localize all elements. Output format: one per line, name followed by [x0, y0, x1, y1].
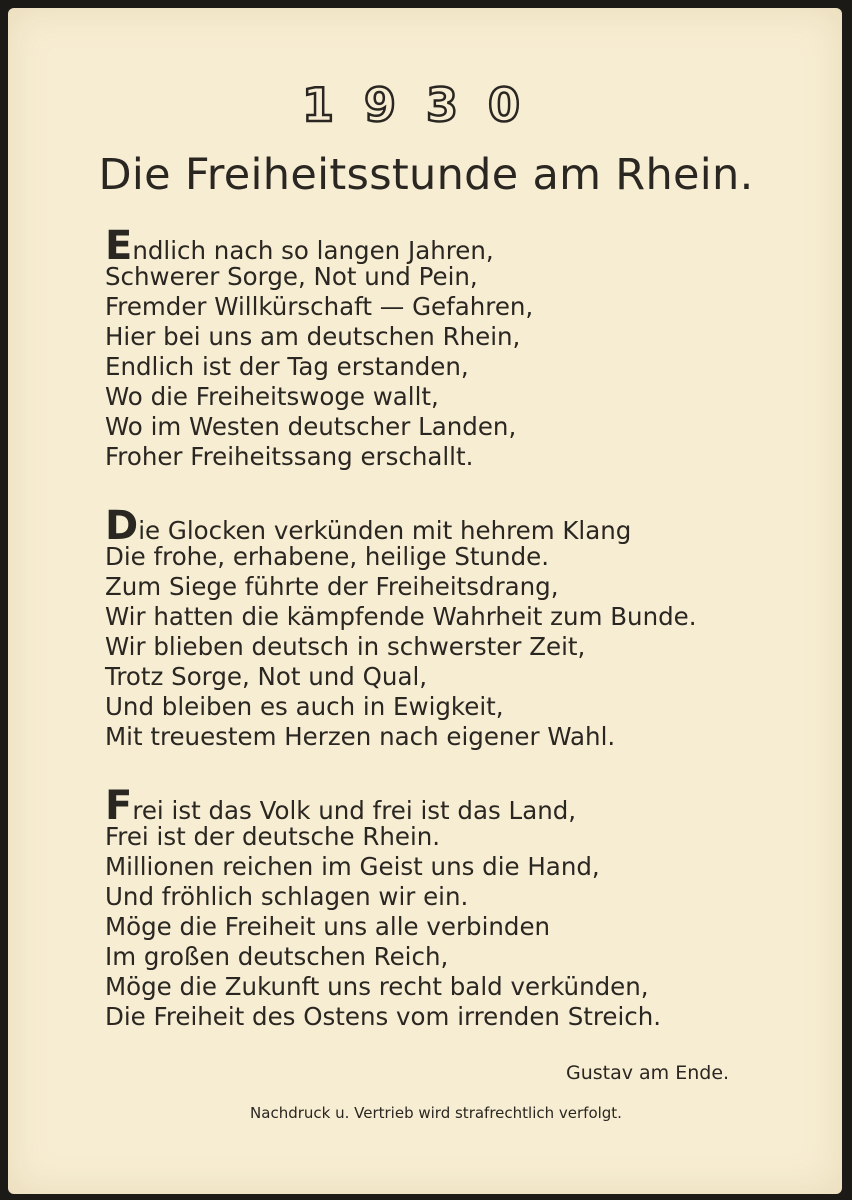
stanza-3: [105, 783, 785, 1032]
poem-line: Frei ist der deutsche Rhein.: [105, 822, 441, 851]
line-text: ndlich nach so langen Jahren,: [132, 236, 494, 265]
poem-line: Fremder Willkürschaft — Gefahren,: [105, 292, 534, 321]
poem-title: Die Freiheitsstunde am Rhein.: [98, 150, 754, 200]
poem-line: Schwerer Sorge, Not und Pein,: [105, 262, 478, 291]
poem-line: Wo im Westen deutscher Landen,: [105, 412, 517, 441]
poem-line: Endlich ist der Tag erstanden,: [105, 352, 469, 381]
poem-line: Zum Siege führte der Freiheitsdrang,: [105, 572, 559, 601]
drop-initial: E: [105, 223, 133, 269]
poem-line: Und fröhlich schlagen wir ein.: [105, 882, 469, 911]
poem-line: Millionen reichen im Geist uns die Hand,: [105, 852, 600, 881]
poem-line: Wir blieben deutsch in schwerster Zeit,: [105, 632, 586, 661]
poem-line: Mit treuestem Herzen nach eigener Wahl.: [105, 722, 616, 751]
stanza-1: [105, 223, 785, 472]
poem-line: Froher Freiheitssang erschallt.: [105, 442, 474, 471]
author-signature: Gustav am Ende.: [566, 1062, 730, 1084]
copyright-notice: Nachdruck u. Vertrieb wird strafrechtlich verfolgt.: [250, 1104, 622, 1122]
poem-line: Wo die Freiheitswoge wallt,: [105, 382, 439, 411]
poem-line: Möge die Zukunft uns recht bald verkünden,: [105, 972, 649, 1001]
poem-line: Trotz Sorge, Not und Qual,: [105, 662, 428, 691]
drop-initial: D: [105, 503, 139, 549]
poem-line: Möge die Freiheit uns alle verbinden: [105, 912, 551, 941]
poem-line: Wir hatten die kämpfende Wahrheit zum Bunde.: [105, 602, 697, 631]
stanza-2: [105, 503, 785, 752]
drop-initial: F: [105, 783, 133, 829]
year-heading: 1930: [301, 78, 551, 132]
poem-line: [105, 783, 785, 829]
poem-line: Die frohe, erhabene, heilige Stunde.: [105, 542, 549, 571]
poem-line: [105, 503, 785, 549]
poem-line: Im großen deutschen Reich,: [105, 942, 449, 971]
poem-line: Die Freiheit des Ostens vom irrenden Streich.: [105, 1002, 662, 1031]
line-text: ie Glocken verkünden mit hehrem Klang: [138, 516, 632, 545]
poem-line: Und bleiben es auch in Ewigkeit,: [105, 692, 504, 721]
poem-line: [105, 223, 785, 269]
poem-line: Hier bei uns am deutschen Rhein,: [105, 322, 521, 351]
line-text: rei ist das Volk und frei ist das Land,: [132, 796, 577, 825]
